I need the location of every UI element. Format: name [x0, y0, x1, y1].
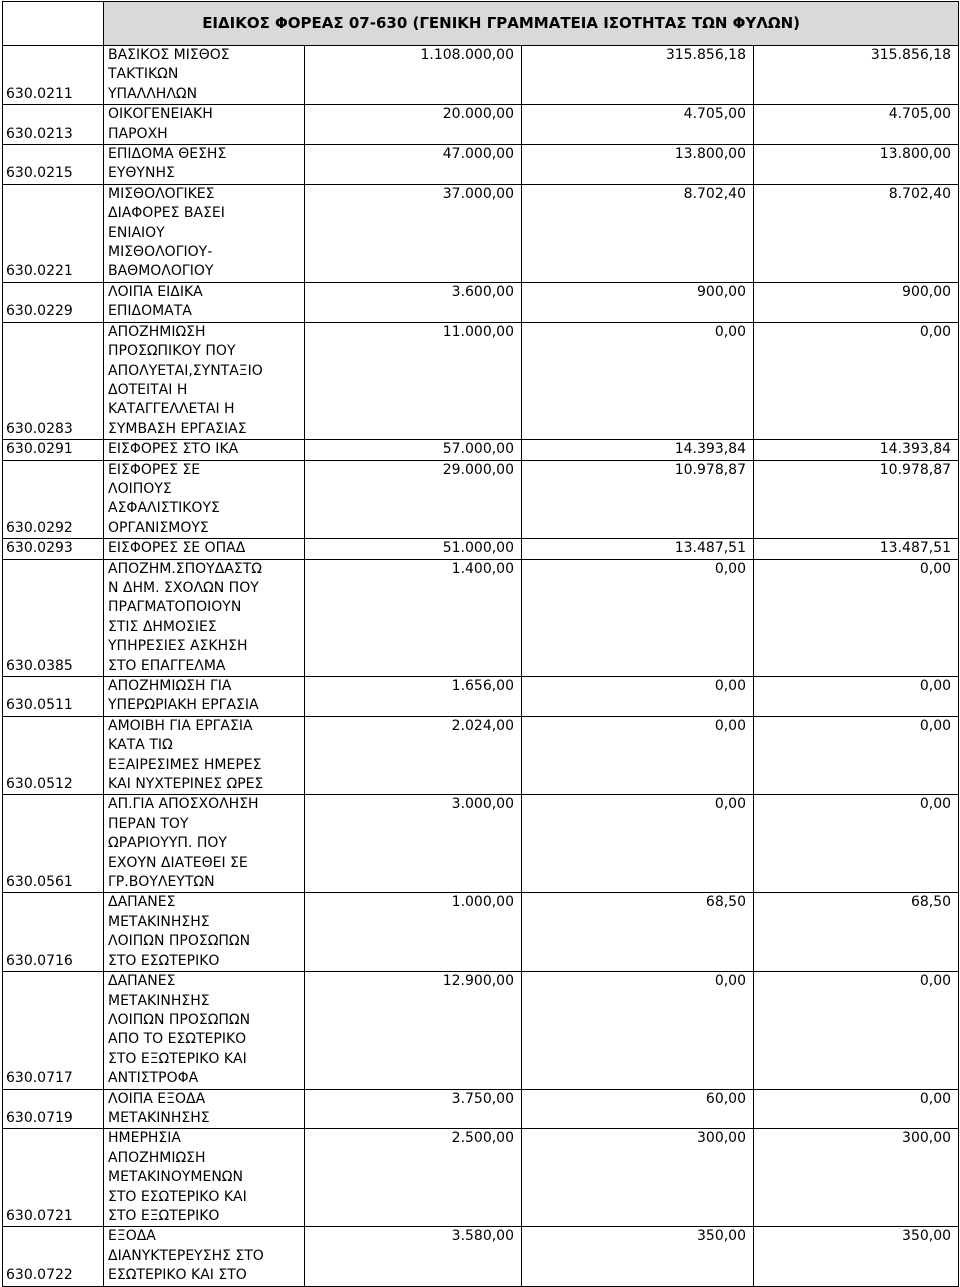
account-description: ΑΠΟΖΗΜΙΩΣΗ ΓΙΑ ΥΠΕΡΩΡΙΑΚΗ ΕΡΓΑΣΙΑ	[104, 677, 305, 717]
account-code: 630.0221	[3, 184, 104, 282]
account-description: ΟΙΚΟΓΕΝΕΙΑΚΗ ΠΑΡΟΧΗ	[104, 105, 305, 145]
table-row	[3, 893, 959, 972]
budget-amount: 3.000,00	[305, 795, 522, 893]
table-row	[3, 559, 959, 676]
account-code: 630.0716	[3, 893, 104, 972]
account-code: 630.0561	[3, 795, 104, 893]
table-row	[3, 1129, 959, 1227]
account-description: ΑΠΟΖΗΜΙΩΣΗ ΠΡΟΣΩΠΙΚΟΥ ΠΟΥ ΑΠΟΛΥΕΤΑΙ,ΣΥΝΤΑΞΙΟ ΔΟΤΕΙΤΑΙ Η ΚΑΤΑΓΓΕΛΛΕΤΑΙ Η ΣΥΜΒΑΣΗ ΕΡΓΑΣΙΑΣ	[104, 322, 305, 439]
account-code: 630.0385	[3, 559, 104, 676]
table-row	[3, 46, 959, 105]
table-row	[3, 145, 959, 185]
budget-amount: 3.750,00	[305, 1089, 522, 1129]
committed-amount: 0,00	[522, 677, 754, 717]
budget-amount: 51.000,00	[305, 539, 522, 559]
committed-amount: 60,00	[522, 1089, 754, 1129]
table-row	[3, 972, 959, 1089]
account-code: 630.0283	[3, 322, 104, 439]
table-body	[3, 46, 959, 1287]
table-row	[3, 1227, 959, 1286]
committed-amount: 315.856,18	[522, 46, 754, 105]
budget-amount: 57.000,00	[305, 440, 522, 460]
account-description: ΒΑΣΙΚΟΣ ΜΙΣΘΟΣ ΤΑΚΤΙΚΩΝ ΥΠΑΛΛΗΛΩΝ	[104, 46, 305, 105]
table-row	[3, 322, 959, 439]
paid-amount: 0,00	[754, 795, 959, 893]
table-row	[3, 1089, 959, 1129]
table-header-row	[3, 2, 959, 46]
budget-amount: 2.500,00	[305, 1129, 522, 1227]
paid-amount: 0,00	[754, 322, 959, 439]
paid-amount: 300,00	[754, 1129, 959, 1227]
account-description: ΕΙΣΦΟΡΕΣ ΣΕ ΟΠΑΔ	[104, 539, 305, 559]
account-description: ΕΙΣΦΟΡΕΣ ΣΤΟ ΙΚΑ	[104, 440, 305, 460]
budget-amount: 1.400,00	[305, 559, 522, 676]
account-code: 630.0211	[3, 46, 104, 105]
account-description: ΑΠ.ΓΙΑ ΑΠΟΣΧΟΛΗΣΗ ΠΕΡΑΝ ΤΟΥ ΩΡΑΡΙΟΥΥΠ. ΠΟΥ ΕΧΟΥΝ ΔΙΑΤΕΘΕΙ ΣΕ ΓΡ.ΒΟΥΛΕΥΤΩΝ	[104, 795, 305, 893]
paid-amount: 0,00	[754, 677, 959, 717]
table-row	[3, 184, 959, 282]
committed-amount: 350,00	[522, 1227, 754, 1286]
budget-amount: 12.900,00	[305, 972, 522, 1089]
committed-amount: 10.978,87	[522, 460, 754, 539]
paid-amount: 13.800,00	[754, 145, 959, 185]
committed-amount: 8.702,40	[522, 184, 754, 282]
budget-table	[2, 1, 959, 1287]
account-description: ΗΜΕΡΗΣΙΑ ΑΠΟΖΗΜΙΩΣΗ ΜΕΤΑΚΙΝΟΥΜΕΝΩΝ ΣΤΟ ΕΣΩΤΕΡΙΚΟ ΚΑΙ ΣΤΟ ΕΞΩΤΕΡΙΚΟ	[104, 1129, 305, 1227]
paid-amount: 0,00	[754, 1089, 959, 1129]
paid-amount: 315.856,18	[754, 46, 959, 105]
paid-amount: 0,00	[754, 716, 959, 795]
budget-amount: 37.000,00	[305, 184, 522, 282]
budget-amount: 20.000,00	[305, 105, 522, 145]
account-code: 630.0293	[3, 539, 104, 559]
table-row	[3, 282, 959, 322]
committed-amount: 13.800,00	[522, 145, 754, 185]
table-row	[3, 677, 959, 717]
paid-amount: 0,00	[754, 972, 959, 1089]
committed-amount: 68,50	[522, 893, 754, 972]
table-header: ΕΙΔΙΚΟΣ ΦΟΡΕΑΣ 07-630 (ΓΕΝΙΚΗ ΓΡΑΜΜΑΤΕΙΑ ΙΣΟΤΗΤΑΣ ΤΩΝ ΦΥΛΩΝ)	[104, 2, 959, 46]
budget-amount: 3.600,00	[305, 282, 522, 322]
account-description: ΔΑΠΑΝΕΣ ΜΕΤΑΚΙΝΗΣΗΣ ΛΟΙΠΩΝ ΠΡΟΣΩΠΩΝ ΣΤΟ ΕΣΩΤΕΡΙΚΟ	[104, 893, 305, 972]
table-row	[3, 539, 959, 559]
account-code: 630.0512	[3, 716, 104, 795]
committed-amount: 13.487,51	[522, 539, 754, 559]
budget-amount: 11.000,00	[305, 322, 522, 439]
paid-amount: 14.393,84	[754, 440, 959, 460]
budget-amount: 1.108.000,00	[305, 46, 522, 105]
account-code: 630.0229	[3, 282, 104, 322]
budget-amount: 47.000,00	[305, 145, 522, 185]
committed-amount: 0,00	[522, 322, 754, 439]
account-description: ΜΙΣΘΟΛΟΓΙΚΕΣ ΔΙΑΦΟΡΕΣ ΒΑΣΕΙ ΕΝΙΑΙΟΥ ΜΙΣΘΟΛΟΓΙΟΥ- ΒΑΘΜΟΛΟΓΙΟΥ	[104, 184, 305, 282]
table-row	[3, 105, 959, 145]
budget-amount: 2.024,00	[305, 716, 522, 795]
table-row	[3, 795, 959, 893]
account-code: 630.0511	[3, 677, 104, 717]
account-description: ΛΟΙΠΑ ΕΞΟΔΑ ΜΕΤΑΚΙΝΗΣΗΣ	[104, 1089, 305, 1129]
paid-amount: 4.705,00	[754, 105, 959, 145]
account-code: 630.0292	[3, 460, 104, 539]
paid-amount: 13.487,51	[754, 539, 959, 559]
account-code: 630.0721	[3, 1129, 104, 1227]
account-code: 630.0215	[3, 145, 104, 185]
account-description: ΔΑΠΑΝΕΣ ΜΕΤΑΚΙΝΗΣΗΣ ΛΟΙΠΩΝ ΠΡΟΣΩΠΩΝ ΑΠΟ ΤΟ ΕΣΩΤΕΡΙΚΟ ΣΤΟ ΕΞΩΤΕΡΙΚΟ ΚΑΙ ΑΝΤΙΣΤΡΟΦΑ	[104, 972, 305, 1089]
budget-amount: 1.656,00	[305, 677, 522, 717]
paid-amount: 8.702,40	[754, 184, 959, 282]
account-description: ΕΞΟΔΑ ΔΙΑΝΥΚΤΕΡΕΥΣΗΣ ΣΤΟ ΕΣΩΤΕΡΙΚΟ ΚΑΙ ΣΤΟ	[104, 1227, 305, 1286]
account-code: 630.0719	[3, 1089, 104, 1129]
committed-amount: 300,00	[522, 1129, 754, 1227]
account-code: 630.0213	[3, 105, 104, 145]
paid-amount: 900,00	[754, 282, 959, 322]
budget-amount: 29.000,00	[305, 460, 522, 539]
committed-amount: 14.393,84	[522, 440, 754, 460]
committed-amount: 4.705,00	[522, 105, 754, 145]
committed-amount: 0,00	[522, 559, 754, 676]
committed-amount: 0,00	[522, 972, 754, 1089]
account-code: 630.0291	[3, 440, 104, 460]
account-code: 630.0722	[3, 1227, 104, 1286]
account-description: ΕΙΣΦΟΡΕΣ ΣΕ ΛΟΙΠΟΥΣ ΑΣΦΑΛΙΣΤΙΚΟΥΣ ΟΡΓΑΝΙΣΜΟΥΣ	[104, 460, 305, 539]
table-row	[3, 716, 959, 795]
committed-amount: 900,00	[522, 282, 754, 322]
table-row	[3, 440, 959, 460]
paid-amount: 68,50	[754, 893, 959, 972]
budget-amount: 1.000,00	[305, 893, 522, 972]
paid-amount: 0,00	[754, 559, 959, 676]
budget-amount: 3.580,00	[305, 1227, 522, 1286]
paid-amount: 350,00	[754, 1227, 959, 1286]
committed-amount: 0,00	[522, 716, 754, 795]
account-description: ΑΜΟΙΒΗ ΓΙΑ ΕΡΓΑΣΙΑ ΚΑΤΑ ΤΙΩ ΕΞΑΙΡΕΣΙΜΕΣ ΗΜΕΡΕΣ ΚΑΙ ΝΥΧΤΕΡΙΝΕΣ ΩΡΕΣ	[104, 716, 305, 795]
account-description: ΛΟΙΠΑ ΕΙΔΙΚΑ ΕΠΙΔΟΜΑΤΑ	[104, 282, 305, 322]
account-description: ΑΠΟΖΗΜ.ΣΠΟΥΔΑΣΤΩ Ν ΔΗΜ. ΣΧΟΛΩΝ ΠΟΥ ΠΡΑΓΜΑΤΟΠΟΙΟΥΝ ΣΤΙΣ ΔΗΜΟΣΙΕΣ ΥΠΗΡΕΣΙΕΣ ΑΣΚΗΣΗ ΣΤΟ ΕΠΑΓΓΕΛΜΑ	[104, 559, 305, 676]
committed-amount: 0,00	[522, 795, 754, 893]
account-description: ΕΠΙΔΟΜΑ ΘΕΣΗΣ ΕΥΘΥΝΗΣ	[104, 145, 305, 185]
table-row	[3, 460, 959, 539]
account-code: 630.0717	[3, 972, 104, 1089]
paid-amount: 10.978,87	[754, 460, 959, 539]
